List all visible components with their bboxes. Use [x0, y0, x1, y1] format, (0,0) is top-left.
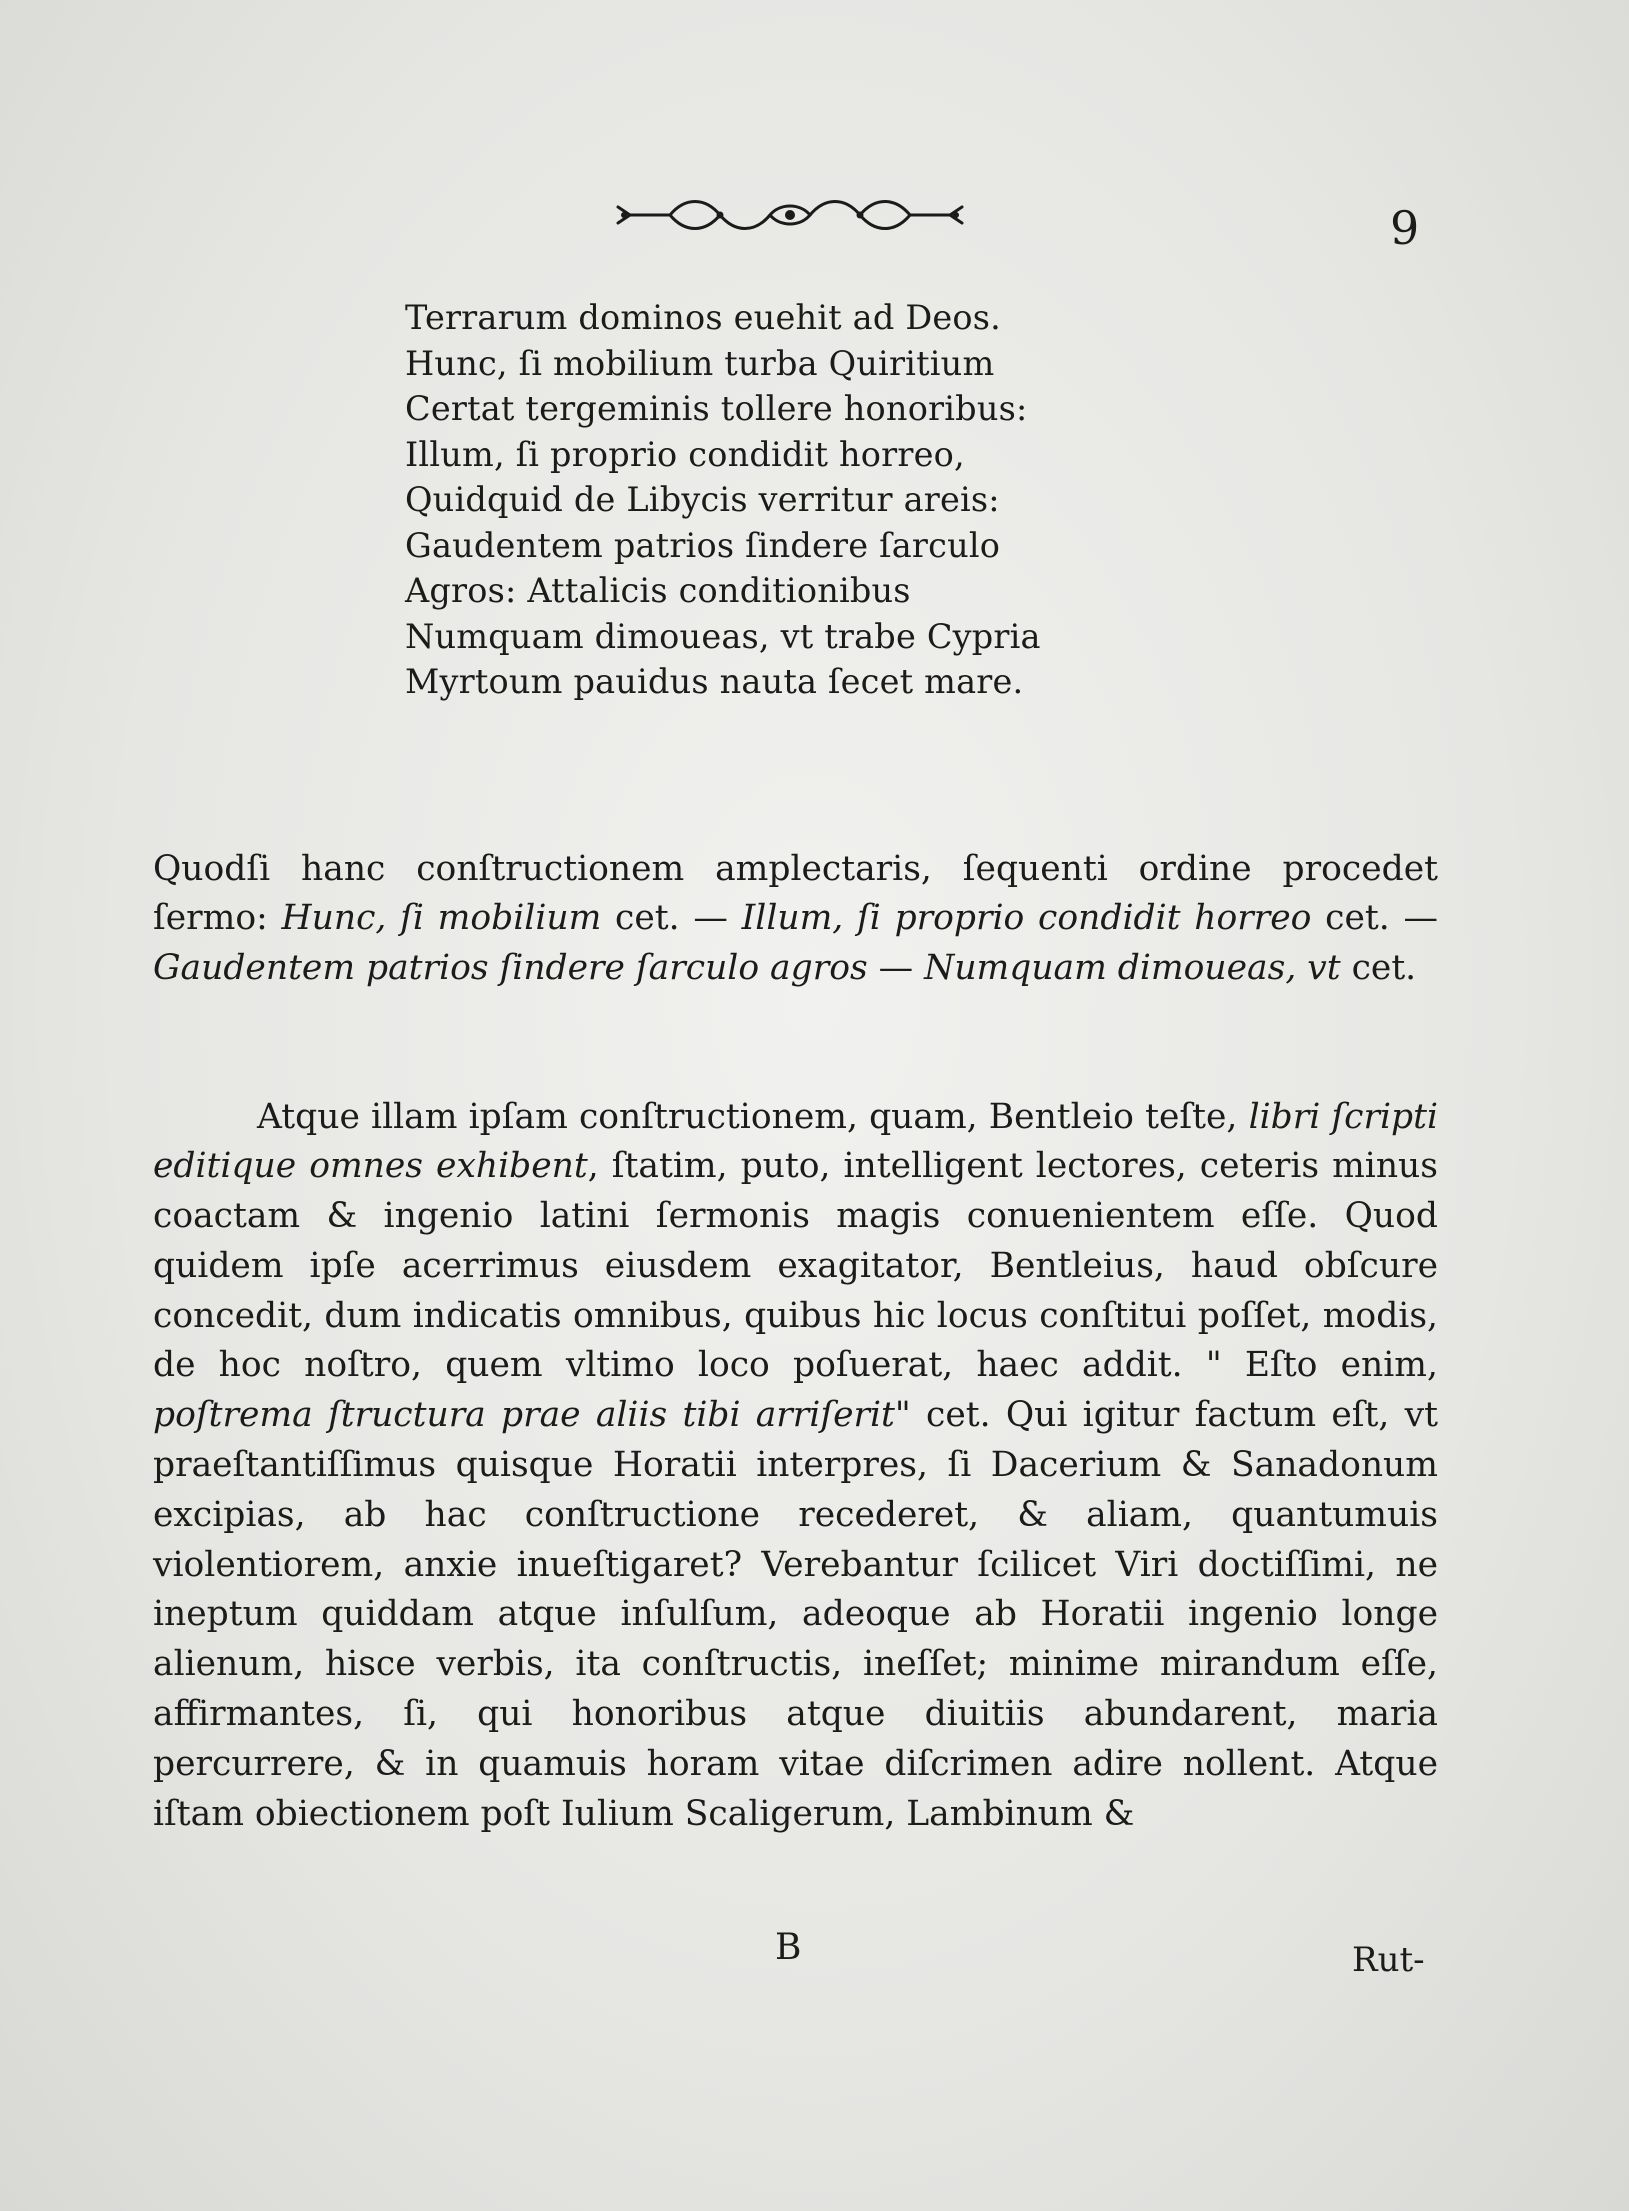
- text-run: , ſtatim, puto, intelligent lectores, ceteris minus coactam & ingenio latini ſermonis magis conuenientem eſſe. Quod quidem ipſe acerrimus eiusdem exagitator, Bentleius, haud obſcure concedit, dum indicatis omnibus, quibus hic locus conſtitui poſſet, modis, de hoc noſtro, quem vltimo loco poſuerat, haec addit. " Eſto enim,: [153, 1146, 1438, 1386]
- catchword: Rut-: [1352, 1940, 1425, 1980]
- text-run: Atque illam ipſam conſtructionem, quam, Bentleio teſte,: [257, 1096, 1249, 1137]
- paragraph-bentleius: [153, 1093, 1438, 1840]
- verse-line: Certat tergeminis tollere honoribus:: [405, 389, 1028, 428]
- verse-line: Illum, ſi proprio condidit horreo,: [405, 434, 965, 474]
- italic-run: Illum, ſi proprio condidit horreo: [741, 898, 1312, 939]
- verse-line: Gaudentem patrios ſindere ſarculo: [405, 525, 1001, 565]
- verse-line: Quidquid de Libycis verritur areis:: [405, 480, 1000, 519]
- text-run: cet.: [1340, 948, 1417, 989]
- italic-run: libri ſcripti editique omnes exhibent: [153, 1096, 1439, 1187]
- italic-run: Hunc, ſi mobilium: [281, 898, 602, 939]
- italic-run: Gaudentem patrios ſindere ſarculo agros: [153, 948, 868, 989]
- paragraph-construction: [153, 845, 1438, 994]
- text-run: cet. —: [1311, 898, 1438, 939]
- text-run: —: [867, 948, 925, 989]
- verse-line: Numquam dimoueas, vt trabe Cypria: [405, 616, 1041, 656]
- page-number: 9: [1390, 201, 1420, 255]
- text-run: cet. —: [601, 898, 742, 939]
- verse-quotation: [405, 295, 1225, 705]
- verse-line: Agros: Attalicis conditionibus: [405, 571, 911, 610]
- italic-run: Numquam dimoueas, vt: [924, 948, 1341, 989]
- verse-line: Hunc, ſi mobilium turba Quiritium: [405, 343, 995, 383]
- signature-mark: B: [775, 1927, 802, 1968]
- text-run: Quodſi hanc conſtructionem amplectaris, ſequenti ordine procedet ſermo:: [153, 848, 1438, 939]
- printers-ornament-icon: [610, 185, 970, 245]
- italic-run: poſtrema ſtructura prae aliis tibi arriſerit: [153, 1395, 895, 1436]
- text-run: " cet. Qui igitur factum eſt, vt praeſtantiſſimus quisque Horatii interpres, ſi Dacerium & Sanadonum excipias, ab hac conſtructione recederet, & aliam, quantumuis violentiorem, anxie inueſtigaret? Verebantur ſcilicet Viri doctiſſimi, ne ineptum quiddam atque inſulſum, adeoque ab Horatii ingenio longe alienum, hisce verbis, ita conſtructis, ineſſet; minime mirandum eſſe, affirmantes, ſi, qui honoribus atque diuitiis abundarent, maria percurrere, & in quamuis horam vitae diſcrimen adire nollent. Atque iſtam obiectionem poſt Iulium Scaligerum, Lambinum &: [153, 1395, 1438, 1834]
- verse-line: Myrtoum pauidus nauta ſecet mare.: [405, 662, 1024, 701]
- verse-line: Terrarum dominos euehit ad Deos.: [405, 298, 1002, 337]
